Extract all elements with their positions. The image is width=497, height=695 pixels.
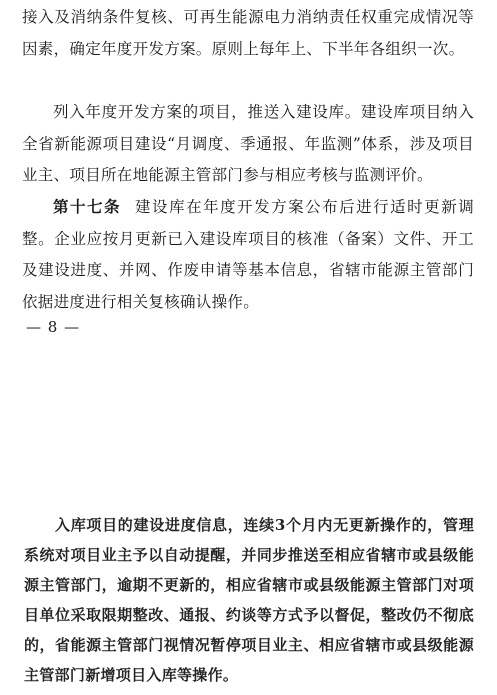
article-17-paragraph: [22, 191, 474, 318]
page-number: — 8 —: [26, 318, 81, 336]
article-number: 第十七条: [53, 197, 122, 216]
paragraph-continuation: 接入及消纳条件复核、可再生能源电力消纳责任权重完成情况等因素，确定年度开发方案。原则上每年上、下半年各组织一次。: [22, 8, 474, 58]
paragraph-construction-library: 列入年度开发方案的项目，推送入建设库。建设库项目纳入全省新能源项目建设“月调度、季通报、年监测”体系，涉及项目业主、项目所在地能源主管部门参与相应考核与监测评价。: [22, 103, 474, 184]
article-text: 建设库在年度开发方案公布后进行适时更新调整。企业应按月更新已入建设库项目的核准（备案）文件、开工及建设进度、并网、作废申请等基本信息，省辖市能源主管部门依据进度进行相关复核确认操作。: [22, 198, 474, 311]
paragraph-progress-update: 入库项目的建设进度信息，连续3个月内无更新操作的，管理系统对项目业主予以自动提醒，并同步推送至相应省辖市或县级能源主管部门，逾期不更新的，相应省辖市或县级能源主管部门对项目单位采取限期整改、通报、约谈等方式予以督促，整改仍不彻底的，省能源主管部门视情况暂停项目业主、相应省辖市或县级能源主管部门新增项目入库等操作。: [24, 516, 474, 684]
